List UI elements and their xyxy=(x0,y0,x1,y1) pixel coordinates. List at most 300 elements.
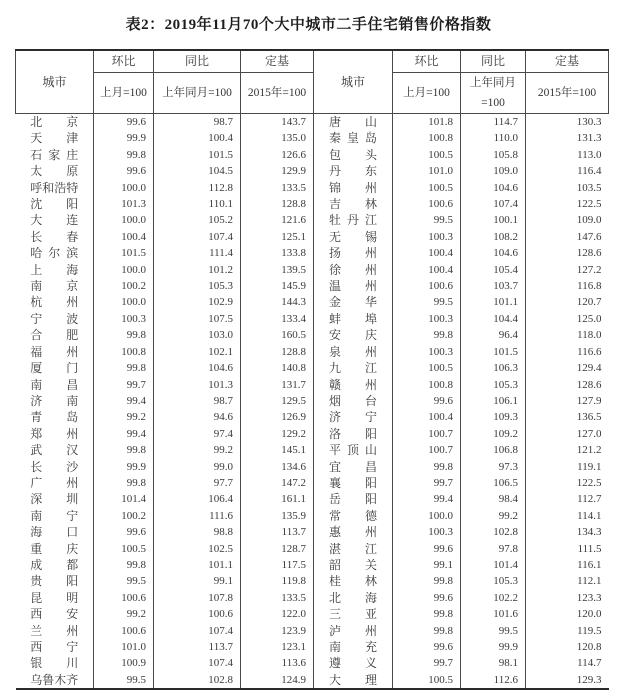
header-fixed-right: 定基 xyxy=(526,50,609,73)
yoy-cell: 100.4 xyxy=(154,130,241,146)
city-name: 深圳 xyxy=(30,492,79,507)
city-cell xyxy=(16,606,94,622)
fixed-cell: 127.0 xyxy=(526,426,609,442)
header-mom-right: 环比 xyxy=(393,50,461,73)
city-name: 上海 xyxy=(30,262,79,277)
fixed-cell: 131.3 xyxy=(526,130,609,146)
yoy-cell: 109.2 xyxy=(461,426,526,442)
fixed-cell: 116.8 xyxy=(526,278,609,294)
header-mom-base-left: 上月=100 xyxy=(94,73,154,114)
city-cell xyxy=(16,557,94,573)
fixed-cell: 125.1 xyxy=(241,229,314,245)
mom-cell: 100.5 xyxy=(393,360,461,376)
city-name: 杭州 xyxy=(30,295,79,310)
city-cell xyxy=(314,557,393,573)
yoy-cell: 104.5 xyxy=(154,163,241,179)
table-row xyxy=(16,245,609,261)
yoy-cell: 106.3 xyxy=(461,360,526,376)
table-row xyxy=(16,524,609,540)
yoy-cell: 97.8 xyxy=(461,541,526,557)
yoy-cell: 97.3 xyxy=(461,459,526,475)
yoy-cell: 112.6 xyxy=(461,672,526,689)
fixed-cell: 133.4 xyxy=(241,311,314,327)
mom-cell: 100.7 xyxy=(393,426,461,442)
fixed-cell: 126.6 xyxy=(241,147,314,163)
fixed-cell: 111.5 xyxy=(526,541,609,557)
fixed-cell: 129.4 xyxy=(526,360,609,376)
yoy-cell: 107.4 xyxy=(154,623,241,639)
header-fixed-left: 定基 xyxy=(241,50,314,73)
header-yoy-left: 同比 xyxy=(154,50,241,73)
fixed-cell: 116.1 xyxy=(526,557,609,573)
fixed-cell: 139.5 xyxy=(241,262,314,278)
table-row xyxy=(16,623,609,639)
city-name: 宜昌 xyxy=(329,459,377,474)
city-name: 洛阳 xyxy=(329,426,377,441)
header-fixed-base-right: 2015年=100 xyxy=(526,73,609,114)
mom-cell: 99.8 xyxy=(94,147,154,163)
yoy-cell: 102.2 xyxy=(461,590,526,606)
mom-cell: 100.6 xyxy=(94,623,154,639)
price-index-table xyxy=(15,49,609,690)
mom-cell: 100.9 xyxy=(94,655,154,671)
yoy-cell: 101.5 xyxy=(154,147,241,163)
city-cell xyxy=(16,229,94,245)
city-name: 济南 xyxy=(30,393,79,408)
header-mom-base-right: 上月=100 xyxy=(393,73,461,114)
city-cell xyxy=(16,327,94,343)
table-body xyxy=(16,114,609,690)
city-name: 南宁 xyxy=(30,508,79,523)
mom-cell: 100.0 xyxy=(94,212,154,228)
yoy-cell: 101.2 xyxy=(154,262,241,278)
mom-cell: 100.0 xyxy=(94,262,154,278)
fixed-cell: 145.1 xyxy=(241,442,314,458)
city-cell xyxy=(16,278,94,294)
city-cell xyxy=(16,393,94,409)
mom-cell: 100.6 xyxy=(393,278,461,294)
mom-cell: 99.7 xyxy=(393,475,461,491)
mom-cell: 100.3 xyxy=(393,344,461,360)
city-cell xyxy=(314,377,393,393)
header-city-left: 城市 xyxy=(16,50,94,114)
mom-cell: 99.8 xyxy=(393,573,461,589)
city-cell xyxy=(16,311,94,327)
mom-cell: 99.6 xyxy=(393,541,461,557)
yoy-cell: 106.5 xyxy=(461,475,526,491)
table-row xyxy=(16,229,609,245)
table-row xyxy=(16,541,609,557)
fixed-cell: 129.9 xyxy=(241,163,314,179)
mom-cell: 99.8 xyxy=(94,475,154,491)
city-name: 韶关 xyxy=(329,557,377,572)
city-name: 呼和浩特 xyxy=(30,180,79,195)
table-row xyxy=(16,459,609,475)
city-cell xyxy=(16,147,94,163)
yoy-cell: 97.7 xyxy=(154,475,241,491)
mom-cell: 99.8 xyxy=(94,557,154,573)
table-row xyxy=(16,639,609,655)
city-name: 西宁 xyxy=(30,640,79,654)
yoy-cell: 102.9 xyxy=(154,294,241,310)
city-cell xyxy=(314,327,393,343)
table-row xyxy=(16,360,609,376)
mom-cell: 100.5 xyxy=(393,147,461,163)
mom-cell: 99.5 xyxy=(94,573,154,589)
yoy-cell: 101.5 xyxy=(461,344,526,360)
table-row xyxy=(16,590,609,606)
fixed-cell: 122.0 xyxy=(241,606,314,622)
city-cell xyxy=(314,508,393,524)
city-cell xyxy=(16,672,94,689)
table-row xyxy=(16,327,609,343)
header-yoy-base-left: 上年同月=100 xyxy=(154,73,241,114)
mom-cell: 99.6 xyxy=(393,393,461,409)
city-cell xyxy=(314,475,393,491)
city-cell xyxy=(314,672,393,689)
yoy-cell: 107.4 xyxy=(154,229,241,245)
fixed-cell: 147.2 xyxy=(241,475,314,491)
city-name: 重庆 xyxy=(30,541,79,556)
city-cell xyxy=(314,344,393,360)
yoy-cell: 102.5 xyxy=(154,541,241,557)
city-name: 兰州 xyxy=(30,623,79,638)
yoy-cell: 98.4 xyxy=(461,491,526,507)
fixed-cell: 113.6 xyxy=(241,655,314,671)
mom-cell: 99.1 xyxy=(393,557,461,573)
city-name: 秦皇岛 xyxy=(329,131,377,146)
mom-cell: 100.0 xyxy=(393,508,461,524)
fixed-cell: 112.1 xyxy=(526,573,609,589)
mom-cell: 99.6 xyxy=(94,114,154,131)
city-name: 吉林 xyxy=(329,197,377,212)
city-name: 扬州 xyxy=(329,246,377,261)
fixed-cell: 140.8 xyxy=(241,360,314,376)
city-name: 厦门 xyxy=(30,361,79,376)
yoy-cell: 105.3 xyxy=(154,278,241,294)
yoy-cell: 109.3 xyxy=(461,409,526,425)
fixed-cell: 133.5 xyxy=(241,180,314,196)
city-name: 南京 xyxy=(30,279,79,294)
city-name: 沈阳 xyxy=(30,197,79,212)
fixed-cell: 143.7 xyxy=(241,114,314,131)
city-cell xyxy=(314,147,393,163)
mom-cell: 100.5 xyxy=(393,672,461,689)
fixed-cell: 114.1 xyxy=(526,508,609,524)
city-name: 南充 xyxy=(329,640,377,654)
city-cell xyxy=(16,377,94,393)
table-row xyxy=(16,212,609,228)
city-cell xyxy=(16,573,94,589)
yoy-cell: 99.5 xyxy=(461,623,526,639)
mom-cell: 100.4 xyxy=(393,409,461,425)
yoy-cell: 112.8 xyxy=(154,180,241,196)
mom-cell: 99.8 xyxy=(393,606,461,622)
city-name: 北京 xyxy=(30,115,79,129)
mom-cell: 99.4 xyxy=(94,426,154,442)
city-name: 广州 xyxy=(30,475,79,490)
city-cell xyxy=(16,459,94,475)
mom-cell: 100.8 xyxy=(393,130,461,146)
city-cell xyxy=(314,163,393,179)
yoy-cell: 109.0 xyxy=(461,163,526,179)
yoy-cell: 107.5 xyxy=(154,311,241,327)
fixed-cell: 129.3 xyxy=(526,672,609,689)
fixed-cell: 136.5 xyxy=(526,409,609,425)
mom-cell: 100.8 xyxy=(94,344,154,360)
city-name: 徐州 xyxy=(329,262,377,277)
mom-cell: 100.5 xyxy=(393,180,461,196)
city-cell xyxy=(16,524,94,540)
mom-cell: 99.9 xyxy=(94,130,154,146)
mom-cell: 100.0 xyxy=(94,180,154,196)
city-name: 金华 xyxy=(329,295,377,310)
mom-cell: 100.8 xyxy=(393,377,461,393)
mom-cell: 100.0 xyxy=(94,294,154,310)
city-cell xyxy=(16,475,94,491)
mom-cell: 99.4 xyxy=(393,491,461,507)
city-cell xyxy=(314,409,393,425)
mom-cell: 101.8 xyxy=(393,114,461,131)
city-name: 惠州 xyxy=(329,525,377,540)
yoy-cell: 102.8 xyxy=(154,672,241,689)
table-row xyxy=(16,262,609,278)
mom-cell: 101.3 xyxy=(94,196,154,212)
mom-cell: 100.4 xyxy=(393,245,461,261)
city-cell xyxy=(314,311,393,327)
city-cell xyxy=(16,590,94,606)
mom-cell: 99.9 xyxy=(94,459,154,475)
city-cell xyxy=(16,245,94,261)
yoy-cell: 104.6 xyxy=(461,245,526,261)
mom-cell: 99.7 xyxy=(393,655,461,671)
city-cell xyxy=(16,196,94,212)
city-name: 贵阳 xyxy=(30,574,79,589)
city-cell xyxy=(16,294,94,310)
yoy-cell: 103.0 xyxy=(154,327,241,343)
city-name: 锦州 xyxy=(329,180,377,195)
city-name: 南昌 xyxy=(30,377,79,392)
city-name: 赣州 xyxy=(329,377,377,392)
fixed-cell: 134.6 xyxy=(241,459,314,475)
yoy-cell: 101.3 xyxy=(154,377,241,393)
mom-cell: 99.8 xyxy=(393,459,461,475)
fixed-cell: 145.9 xyxy=(241,278,314,294)
yoy-cell: 110.0 xyxy=(461,130,526,146)
city-name: 郑州 xyxy=(30,426,79,441)
mom-cell: 99.7 xyxy=(94,377,154,393)
city-name: 平顶山 xyxy=(329,443,377,458)
city-cell xyxy=(16,114,94,131)
fixed-cell: 120.8 xyxy=(526,639,609,655)
fixed-cell: 119.1 xyxy=(526,459,609,475)
city-name: 唐山 xyxy=(329,115,377,129)
table-row xyxy=(16,557,609,573)
mom-cell: 100.2 xyxy=(94,278,154,294)
city-cell xyxy=(16,491,94,507)
table-row xyxy=(16,475,609,491)
yoy-cell: 99.9 xyxy=(461,639,526,655)
fixed-cell: 103.5 xyxy=(526,180,609,196)
mom-cell: 99.8 xyxy=(393,327,461,343)
yoy-cell: 100.1 xyxy=(461,212,526,228)
city-cell xyxy=(314,491,393,507)
city-cell xyxy=(16,508,94,524)
fixed-cell: 144.3 xyxy=(241,294,314,310)
city-name: 安庆 xyxy=(329,328,377,343)
mom-cell: 99.8 xyxy=(94,327,154,343)
yoy-cell: 114.7 xyxy=(461,114,526,131)
mom-cell: 99.6 xyxy=(94,524,154,540)
city-cell xyxy=(16,180,94,196)
city-cell xyxy=(314,459,393,475)
mom-cell: 99.2 xyxy=(94,606,154,622)
city-cell xyxy=(314,245,393,261)
table-row xyxy=(16,393,609,409)
city-cell xyxy=(16,344,94,360)
yoy-cell: 101.4 xyxy=(461,557,526,573)
yoy-cell: 96.4 xyxy=(461,327,526,343)
city-cell xyxy=(314,278,393,294)
city-cell xyxy=(314,442,393,458)
fixed-cell: 129.2 xyxy=(241,426,314,442)
mom-cell: 99.5 xyxy=(393,294,461,310)
city-name: 大理 xyxy=(329,672,377,687)
city-cell xyxy=(314,573,393,589)
city-cell xyxy=(16,639,94,655)
fixed-cell: 128.7 xyxy=(241,541,314,557)
city-cell xyxy=(314,639,393,655)
city-name: 福州 xyxy=(30,344,79,359)
table-row xyxy=(16,196,609,212)
header-yoy-base-right: 上年同月=100 xyxy=(461,73,526,114)
city-cell xyxy=(314,606,393,622)
fixed-cell: 127.9 xyxy=(526,393,609,409)
yoy-cell: 98.8 xyxy=(154,524,241,540)
city-cell xyxy=(314,294,393,310)
fixed-cell: 120.7 xyxy=(526,294,609,310)
yoy-cell: 113.7 xyxy=(154,639,241,655)
fixed-cell: 128.8 xyxy=(241,344,314,360)
city-name: 泸州 xyxy=(329,623,377,638)
yoy-cell: 94.6 xyxy=(154,409,241,425)
mom-cell: 100.6 xyxy=(94,590,154,606)
city-cell xyxy=(314,524,393,540)
yoy-cell: 106.8 xyxy=(461,442,526,458)
city-name: 九江 xyxy=(329,361,377,376)
yoy-cell: 104.6 xyxy=(154,360,241,376)
city-name: 遵义 xyxy=(329,656,377,671)
mom-cell: 101.5 xyxy=(94,245,154,261)
table-row xyxy=(16,442,609,458)
fixed-cell: 147.6 xyxy=(526,229,609,245)
city-name: 哈尔滨 xyxy=(30,246,79,261)
table-row xyxy=(16,655,609,671)
yoy-cell: 111.4 xyxy=(154,245,241,261)
fixed-cell: 123.3 xyxy=(526,590,609,606)
mom-cell: 99.6 xyxy=(393,590,461,606)
city-name: 北海 xyxy=(329,590,377,605)
fixed-cell: 117.5 xyxy=(241,557,314,573)
fixed-cell: 127.2 xyxy=(526,262,609,278)
city-name: 成都 xyxy=(30,557,79,572)
fixed-cell: 135.9 xyxy=(241,508,314,524)
fixed-cell: 120.0 xyxy=(526,606,609,622)
yoy-cell: 107.8 xyxy=(154,590,241,606)
city-name: 襄阳 xyxy=(329,475,377,490)
city-name: 武汉 xyxy=(30,443,79,458)
city-name: 宁波 xyxy=(30,311,79,326)
table-row xyxy=(16,294,609,310)
city-name: 牡丹江 xyxy=(329,213,377,228)
yoy-cell: 99.1 xyxy=(154,573,241,589)
city-cell xyxy=(314,262,393,278)
city-cell xyxy=(16,262,94,278)
city-name: 合肥 xyxy=(30,328,79,343)
mom-cell: 99.5 xyxy=(393,212,461,228)
city-name: 天津 xyxy=(30,131,79,146)
fixed-cell: 122.5 xyxy=(526,196,609,212)
city-cell xyxy=(314,229,393,245)
city-cell xyxy=(314,590,393,606)
fixed-cell: 124.9 xyxy=(241,672,314,689)
table-row xyxy=(16,672,609,689)
city-cell xyxy=(314,655,393,671)
city-name: 丹东 xyxy=(329,164,377,179)
table-row xyxy=(16,377,609,393)
yoy-cell: 99.0 xyxy=(154,459,241,475)
yoy-cell: 111.6 xyxy=(154,508,241,524)
mom-cell: 100.2 xyxy=(94,508,154,524)
yoy-cell: 110.1 xyxy=(154,196,241,212)
fixed-cell: 133.8 xyxy=(241,245,314,261)
yoy-cell: 100.6 xyxy=(154,606,241,622)
yoy-cell: 98.7 xyxy=(154,393,241,409)
city-name: 昆明 xyxy=(30,590,79,605)
fixed-cell: 128.6 xyxy=(526,245,609,261)
city-cell xyxy=(16,360,94,376)
yoy-cell: 105.4 xyxy=(461,262,526,278)
city-name: 蚌埠 xyxy=(329,311,377,326)
city-cell xyxy=(314,360,393,376)
city-cell xyxy=(16,541,94,557)
table-row xyxy=(16,344,609,360)
city-name: 湛江 xyxy=(329,541,377,556)
fixed-cell: 133.5 xyxy=(241,590,314,606)
table-header xyxy=(16,50,609,114)
mom-cell: 100.4 xyxy=(94,229,154,245)
mom-cell: 100.3 xyxy=(393,229,461,245)
city-name: 西安 xyxy=(30,607,79,622)
fixed-cell: 123.1 xyxy=(241,639,314,655)
city-cell xyxy=(314,623,393,639)
fixed-cell: 125.0 xyxy=(526,311,609,327)
yoy-cell: 105.2 xyxy=(154,212,241,228)
fixed-cell: 131.7 xyxy=(241,377,314,393)
yoy-cell: 99.2 xyxy=(154,442,241,458)
table-row xyxy=(16,147,609,163)
yoy-cell: 102.8 xyxy=(461,524,526,540)
yoy-cell: 105.3 xyxy=(461,573,526,589)
city-name: 泉州 xyxy=(329,344,377,359)
city-cell xyxy=(16,623,94,639)
mom-cell: 99.6 xyxy=(94,163,154,179)
city-name: 海口 xyxy=(30,525,79,540)
city-cell xyxy=(16,442,94,458)
table-row xyxy=(16,606,609,622)
yoy-cell: 105.3 xyxy=(461,377,526,393)
yoy-cell: 97.4 xyxy=(154,426,241,442)
